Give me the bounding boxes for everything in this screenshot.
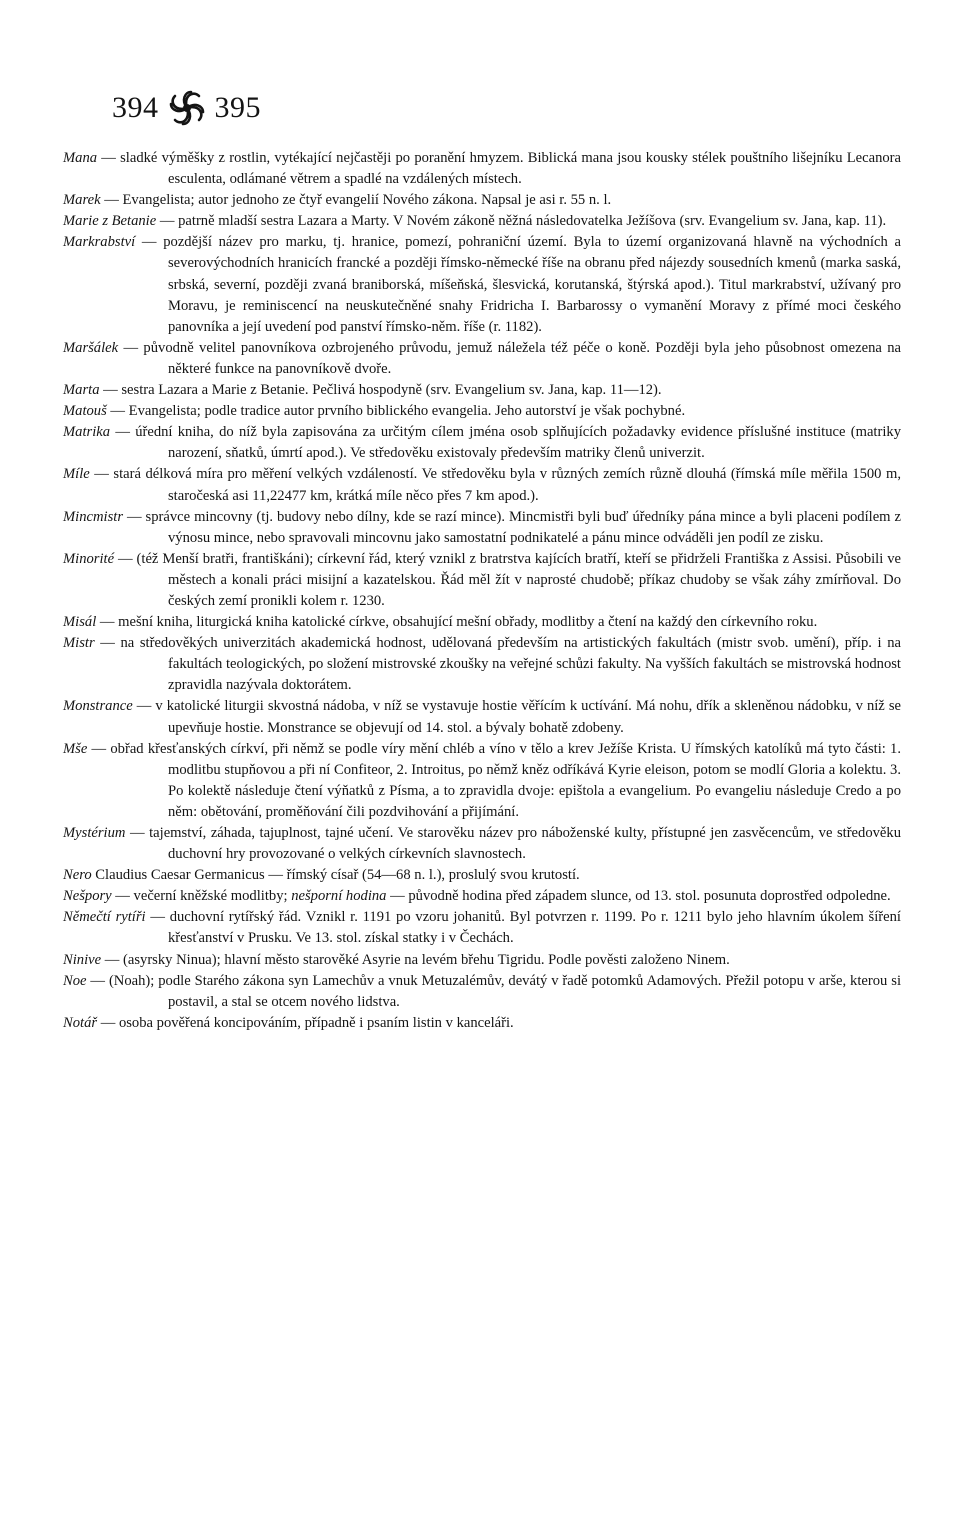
glossary-entry — [63, 507, 901, 549]
page-number-right: 395 — [214, 91, 261, 124]
entry-definition: — v katolické liturgii skvostná nádoba, v níž se vystavuje hostie věřícím k uctívání. Má nohu, dřík a skleněnou nádobku, v níž se upevňuje hostie. Monstrance se objevují od 14. stol. a bývaly bohatě zdobeny. — [132, 698, 901, 736]
page-header — [112, 86, 261, 130]
entry-term: Mše — [63, 740, 88, 757]
entry-subterm: nešporní hodina — [291, 888, 387, 905]
glossary-entry — [63, 211, 901, 232]
entry-definition: — (asyrsky Ninua); hlavní město starověké Asyrie na levém břehu Tigridu. Podle pověsti založeno Ninem. — [101, 951, 730, 968]
entry-definition: — večerní kněžské modlitby; — [111, 888, 292, 905]
glossary-entry — [63, 190, 901, 211]
glossary-entry — [63, 696, 901, 738]
glossary-entry — [63, 232, 901, 337]
glossary-entry — [63, 612, 901, 633]
page-number-left: 394 — [112, 91, 159, 124]
glossary-entry — [63, 380, 901, 401]
glossary-entry — [63, 971, 901, 1013]
entry-term: Nešpory — [63, 888, 112, 905]
glossary-entry — [63, 338, 901, 380]
entry-term: Mincmistr — [63, 508, 123, 525]
glossary-entry — [63, 950, 901, 971]
entry-term: Marek — [63, 192, 101, 209]
glossary-entry — [63, 148, 901, 190]
entry-definition: — pozdější název pro marku, tj. hranice, pomezí, pohraniční území. Byla to území organizovaná hlavně na východních a severovýchodních hranicích francké a později římsko-německé říše na obranu před nájezdy sousedních kmenů (marka saská, srbská, severní, později zvaná braniborská, míšeňská, šlesvická, korutanská, štýrská apod.). Titul markrabství, užívaný pro Moravu, je reminiscencí na neuskutečněné snahy Fridricha I. Barbarossy o vymanění Moravy z přímé moci českého panovníka a její uvedení pod panství římsko-něm. říše (r. 1182). — [135, 234, 901, 335]
entry-term: Matouš — [63, 403, 107, 420]
glossary-entry — [63, 464, 901, 506]
entry-definition: — na středověkých univerzitách akademická hodnost, udělovaná především na artistických fakultách (mistr svob. umění), příp. i na fakultách teologických, po složení mistrovské zkoušky na veřejné schůzi fakulty. Na vyšších fakultách se mistrovská hodnost zpravidla nazývala doktorátem. — [94, 635, 901, 694]
entry-term: Maršálek — [63, 339, 119, 356]
entry-term: Notář — [63, 1014, 98, 1031]
entry-subdefinition: — původně hodina před západem slunce, od 13. stol. posunuta doprostřed odpoledne. — [386, 888, 891, 905]
entry-term: Marta — [63, 382, 100, 399]
swirl-ornament-icon — [165, 86, 209, 130]
entry-definition: — mešní kniha, liturgická kniha katolické církve, obsahující mešní obřady, modlitby a čtení na každý den církevního roku. — [96, 614, 818, 631]
glossary-entry — [63, 422, 901, 464]
glossary-entry — [63, 823, 901, 865]
glossary-entry — [63, 907, 901, 949]
glossary-entry — [63, 886, 901, 907]
glossary-entry — [63, 633, 901, 696]
entry-definition: — původně velitel panovníkova ozbrojeného průvodu, jemuž náležela též péče o koně. Později byla jeho působnost omezena na některé funkce na panovníkově dvoře. — [118, 339, 901, 377]
entry-term: Markrabství — [63, 234, 136, 251]
glossary-entry — [63, 401, 901, 422]
entry-term: Matrika — [63, 424, 111, 441]
entry-definition: — sladké výměšky z rostlin, vytékající nejčastěji po poranění hmyzem. Biblická mana jsou kousky stélek pouštního lišejníku Lecanora esculenta, odlámané větrem a spadlé na vzdálených místech. — [97, 150, 901, 188]
entry-definition: — osoba pověřená koncipováním, případně i psaním listin v kanceláři. — [97, 1014, 514, 1031]
entry-definition: — (Noah); podle Starého zákona syn Lamechův a vnuk Metuzalémův, devátý v řadě potomků Adamových. Přežil potopu v arše, kterou si postavil, a stal se otcem nového lidstva. — [86, 972, 901, 1010]
entry-definition: — sestra Lazara a Marie z Betanie. Pečlivá hospodyně (srv. Evangelium sv. Jana, kap. 11—12). — [99, 382, 662, 399]
glossary-entry — [63, 865, 901, 886]
entry-term: Mana — [63, 150, 98, 166]
entry-definition: — duchovní rytířský řád. Vznikl r. 1191 po vzoru johanitů. Byl potvrzen r. 1199. Po r. 1211 bylo jeho hlavním úkolem šíření křesťanství v Prusku. Ve 13. stol. získal statky i v Čechách. — [145, 909, 901, 947]
entry-definition: — obřad křesťanských církví, při němž se podle víry mění chléb a víno v tělo a krev Ježíše Krista. U římských katolíků má tyto části: 1. modlitbu stupňovou a při ní Confiteor, 2. Introitus, po němž kněz odříkává Kyrie eleison, potom se modlí Gloria a kolektu. 3. Po kolektě následuje čtení výňatků z Písma, a to zpravidla dvoje: epištola a evangelium. Po evangeliu následuje Credo a po něm: obětování, proměňování čili pozdvihování a přijímání. — [87, 740, 901, 820]
entry-definition: — (též Menší bratři, františkáni); církevní řád, který vznikl z bratrstva kajících bratří, kteří se přidrželi Františka z Assisi. Působili ve městech a konali práci misijní a kazatelskou. Řád měl žít v naprosté chudobě; příkaz chudoby se však záhy zmírňoval. Do českých zemí pronikli kolem r. 1230. — [114, 550, 901, 609]
entry-term: Misál — [63, 614, 97, 631]
entry-term: Mystérium — [63, 825, 126, 841]
entry-term: Mistr — [63, 635, 95, 652]
entry-term: Němečtí rytíři — [63, 909, 146, 926]
entry-term: Nero — [63, 867, 92, 884]
entry-definition: — tajemství, záhada, tajuplnost, tajné učení. Ve starověku název pro náboženské kulty, přístupné jen zasvěcencům, ve středověku duchovní hry provozované o velkých církevních slavnostech. — [125, 825, 901, 863]
glossary-entry — [63, 739, 901, 823]
entry-definition: — úřední kniha, do níž byla zapisována za určitým cílem jména osob splňujících požadavky evidence příslušné instituce (matriky narození, sňatků, úmrtí apod.). Ve středověku existovaly především matriky členů univerzit. — [110, 424, 901, 462]
entry-definition: — patrně mladší sestra Lazara a Marty. V Novém zákoně něžná následovatelka Ježíšova (srv. Evangelium sv. Jana, kap. 11). — [156, 213, 887, 230]
entry-term: Ninive — [63, 951, 102, 968]
entry-definition: — správce mincovny (tj. budovy nebo dílny, kde se razí mince). Mincmistři byli buď úředníky pána mince a byli placeni podílem z výnosu mince, nebo spravovali mincovnu jako samostatní podnikatelé a pánu mince odváděli jen podíl ze zisku. — [123, 508, 901, 546]
entry-definition: — Evangelista; podle tradice autor prvního biblického evangelia. Jeho autorství je však pochybné. — [106, 403, 686, 420]
glossary-entry — [63, 549, 901, 612]
entry-term: Míle — [63, 466, 90, 483]
entry-definition: Claudius Caesar Germanicus — římský císař (54—68 n. l.), proslulý svou krutostí. — [91, 867, 580, 884]
glossary-entry — [63, 1013, 901, 1034]
glossary-list — [63, 148, 901, 1034]
entry-term: Monstrance — [63, 698, 133, 715]
entry-term: Noe — [63, 972, 87, 989]
entry-definition: — Evangelista; autor jednoho ze čtyř evangelií Nového zákona. Napsal je asi r. 55 n. l. — [100, 192, 612, 209]
entry-term: Marie z Betanie — [63, 213, 157, 230]
entry-term: Minorité — [63, 550, 115, 567]
entry-definition: — stará délková míra pro měření velkých vzdáleností. Ve středověku byla v různých zemích různě dlouhá (římská míle měřila 1500 m, staročeská asi 11,22477 km, krátká míle něco přes 7 km apod.). — [89, 466, 901, 504]
